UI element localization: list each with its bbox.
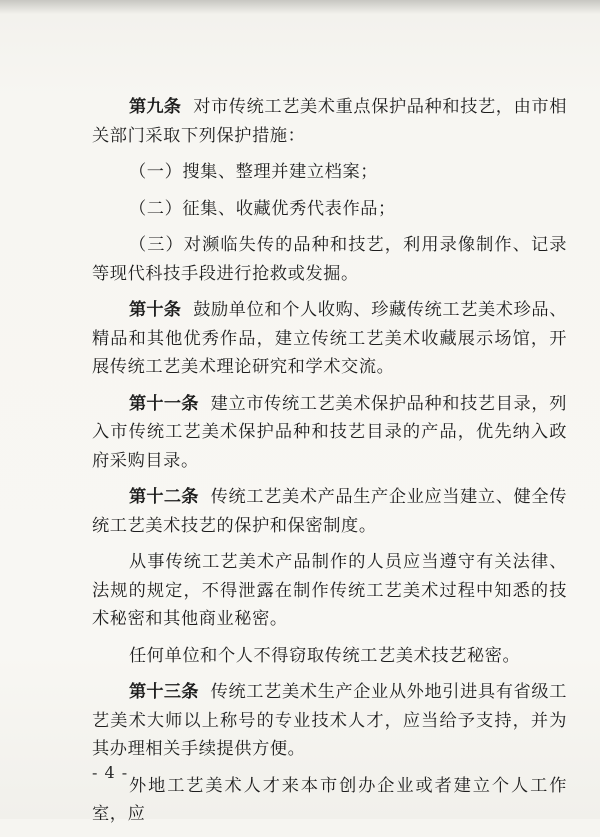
article-9-item-3: （三）对濒临失传的品种和技艺，利用录像制作、记录等现代科技手段进行抢救或发掘。 [92, 235, 567, 284]
article-9-title: 第九条 [129, 97, 182, 117]
article-11-title: 第十一条 [129, 393, 199, 414]
article-9-text: 对市传统工艺美术重点保护品种和技艺，由市相关部门采取下列保护措施： [92, 97, 567, 146]
article-13-title: 第十三条 [129, 682, 199, 702]
article-13-text: 传统工艺美术生产企业从外地引进具有省级工艺美术大师以上称号的专业技术人才，应当给予支持，并为其办理相关手续提供方便。 [92, 682, 567, 759]
document-body [92, 93, 567, 837]
article-9-item-2: （二）征集、收藏优秀代表作品； [129, 198, 396, 219]
article-13 [92, 678, 567, 764]
article-10 [92, 296, 567, 382]
article-12 [92, 483, 567, 540]
article-10-text: 鼓励单位和个人收购、珍藏传统工艺美术珍品、精品和其他优秀作品，建立传统工艺美术收藏展示场馆，开展传统工艺美术理论研究和学术交流。 [92, 300, 567, 377]
article-13-paragraph-2: 外地工艺美术人才来本市创办企业或者建立个人工作室，应 [92, 775, 567, 824]
article-10-title: 第十条 [129, 300, 182, 320]
article-12-paragraph-2: 从事传统工艺美术产品制作的人员应当遵守有关法律、法规的规定，不得泄露在制作传统工艺美术过程中知悉的技术秘密和其他商业秘密。 [92, 552, 567, 629]
article-12-paragraph-3: 任何单位和个人不得窃取传统工艺美术技艺秘密。 [129, 645, 521, 666]
article-9-item-1: （一）搜集、整理并建立档案； [129, 162, 379, 182]
page-number: - 4 - [92, 763, 129, 782]
article-12-text: 传统工艺美术产品生产企业应当建立、健全传统工艺美术技艺的保护和保密制度。 [92, 487, 567, 536]
article-12-title: 第十二条 [129, 487, 199, 507]
scan-edge-shadow [0, 0, 600, 14]
article-9 [92, 93, 567, 150]
article-11-text: 建立市传统工艺美术保护品种和技艺目录，列入市传统工艺美术保护品种和技艺目录的产品，优先纳入政府采购目录。 [92, 393, 567, 471]
article-11 [92, 390, 567, 476]
